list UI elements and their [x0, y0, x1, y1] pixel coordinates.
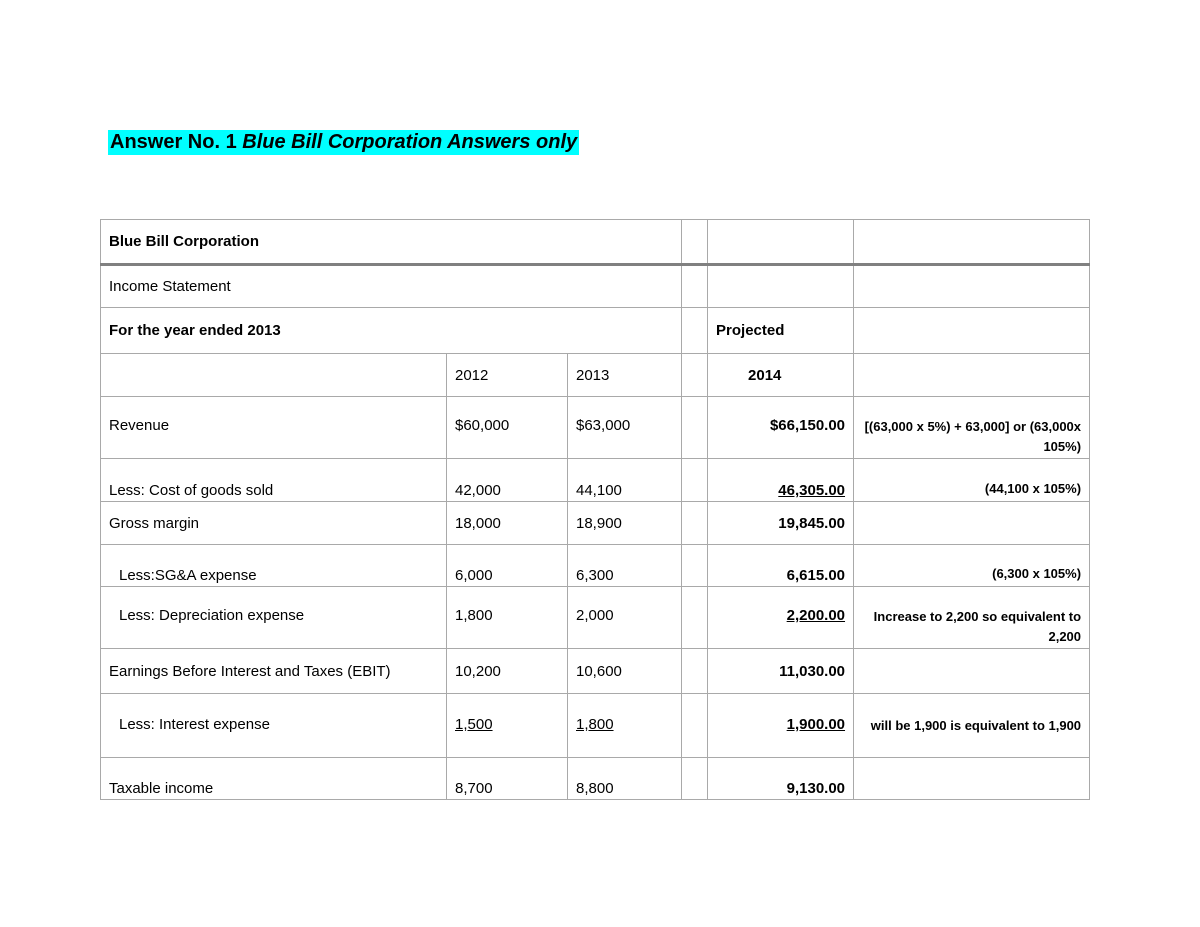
- empty-cell: [854, 308, 1090, 354]
- row-label: Less: Cost of goods sold: [101, 459, 447, 502]
- empty-cell: [708, 220, 854, 265]
- cell-2014: 19,845.00: [708, 502, 854, 545]
- cell-2012: 1,500: [447, 694, 568, 758]
- calc-note: Increase to 2,200 so equivalent to 2,200: [854, 587, 1090, 649]
- row-label: Less:SG&A expense: [101, 545, 447, 587]
- cell-2014: $66,150.00: [708, 397, 854, 459]
- cell-2013: 1,800: [568, 694, 682, 758]
- empty-cell: [854, 220, 1090, 265]
- income-statement-table: [100, 219, 1090, 800]
- row-label: Gross margin: [101, 502, 447, 545]
- cell-2013: 8,800: [568, 758, 682, 800]
- cell-2012: 1,800: [447, 587, 568, 649]
- statement-title: Income Statement: [101, 265, 682, 308]
- heading-italic: Blue Bill Corporation Answers only: [242, 131, 578, 153]
- cell-2013: 10,600: [568, 649, 682, 694]
- cell-2014: 11,030.00: [708, 649, 854, 694]
- cell-2012: 8,700: [447, 758, 568, 800]
- spacer-cell: [682, 459, 708, 502]
- spacer-cell: [682, 265, 708, 308]
- spacer-cell: [682, 220, 708, 265]
- calc-note: (44,100 x 105%): [854, 459, 1090, 502]
- empty-cell: [708, 265, 854, 308]
- cell-2014: 46,305.00: [708, 459, 854, 502]
- calc-note: [854, 758, 1090, 800]
- cell-2013: 44,100: [568, 459, 682, 502]
- cell-2014: 9,130.00: [708, 758, 854, 800]
- heading-prefix: Answer No. 1: [110, 131, 237, 153]
- cell-2013: 18,900: [568, 502, 682, 545]
- spacer-cell: [682, 758, 708, 800]
- row-label: Revenue: [101, 397, 447, 459]
- empty-cell: [101, 354, 447, 397]
- page-heading: [108, 130, 579, 155]
- spacer-cell: [682, 308, 708, 354]
- calc-note: [854, 502, 1090, 545]
- cell-2012: 18,000: [447, 502, 568, 545]
- year-header: 2014: [708, 354, 854, 397]
- cell-2013: 6,300: [568, 545, 682, 587]
- year-header: 2013: [568, 354, 682, 397]
- spacer-cell: [682, 354, 708, 397]
- cell-2014: 6,615.00: [708, 545, 854, 587]
- empty-cell: [854, 354, 1090, 397]
- spacer-cell: [682, 694, 708, 758]
- calc-note: [(63,000 x 5%) + 63,000] or (63,000x 105%): [854, 397, 1090, 459]
- cell-2012: 42,000: [447, 459, 568, 502]
- period-label: For the year ended 2013: [101, 308, 682, 354]
- calc-note: [854, 649, 1090, 694]
- cell-2014: 1,900.00: [708, 694, 854, 758]
- projected-label: Projected: [708, 308, 854, 354]
- cell-2013: 2,000: [568, 587, 682, 649]
- year-header: 2012: [447, 354, 568, 397]
- cell-2014: 2,200.00: [708, 587, 854, 649]
- calc-note: will be 1,900 is equivalent to 1,900: [854, 694, 1090, 758]
- spacer-cell: [682, 649, 708, 694]
- cell-2012: 10,200: [447, 649, 568, 694]
- calc-note: (6,300 x 105%): [854, 545, 1090, 587]
- spacer-cell: [682, 545, 708, 587]
- company-name: Blue Bill Corporation: [101, 220, 682, 265]
- cell-2012: 6,000: [447, 545, 568, 587]
- row-label: Earnings Before Interest and Taxes (EBIT): [101, 649, 447, 694]
- row-label: Taxable income: [101, 758, 447, 800]
- row-label: Less: Depreciation expense: [101, 587, 447, 649]
- empty-cell: [854, 265, 1090, 308]
- spacer-cell: [682, 587, 708, 649]
- row-label: Less: Interest expense: [101, 694, 447, 758]
- cell-2013: $63,000: [568, 397, 682, 459]
- spacer-cell: [682, 502, 708, 545]
- cell-2012: $60,000: [447, 397, 568, 459]
- spacer-cell: [682, 397, 708, 459]
